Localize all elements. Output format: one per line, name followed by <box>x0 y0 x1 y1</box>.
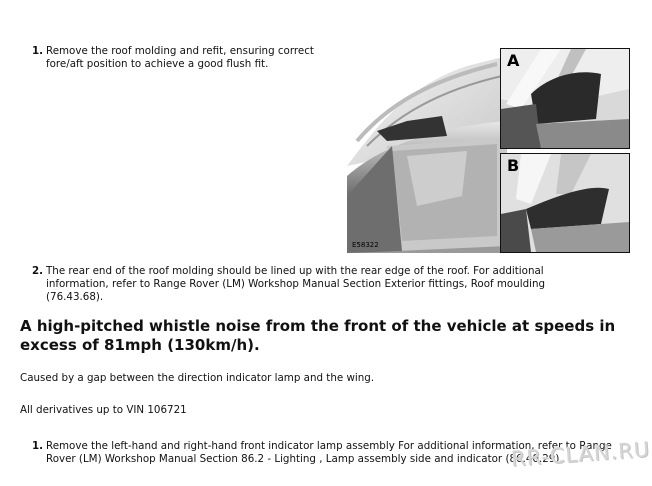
step-2 <box>32 265 602 304</box>
inset-b <box>500 153 630 253</box>
site-watermark: RR-CLAN.RU <box>510 437 651 471</box>
inset-b-label: B <box>507 156 520 175</box>
step-text: Remove the roof molding and refit, ensuring correct fore/aft position to achieve a good flush fit. <box>46 45 314 70</box>
step-number: 2. <box>32 265 44 277</box>
step-number: 1. <box>32 440 44 452</box>
inset-a-photo <box>501 49 629 148</box>
inset-a <box>500 48 630 149</box>
inset-a-label: A <box>507 51 520 70</box>
roof-molding-figure <box>347 46 630 253</box>
step-1 <box>32 45 332 71</box>
figure-code: E58322 <box>352 241 379 249</box>
cause-text: Caused by a gap between the direction indicator lamp and the wing. <box>20 372 375 384</box>
step-text: The rear end of the roof molding should be lined up with the rear edge of the roof. For additional information, refer to Range Rover (LM) Workshop Manual Section Exterior fittings, Roof moulding (76.43.68). <box>46 265 546 303</box>
step-number: 1. <box>32 45 44 57</box>
applicability-text: All derivatives up to VIN 106721 <box>20 404 187 416</box>
inset-b-photo <box>501 154 629 252</box>
section-heading: A high-pitched whistle noise from the front of the vehicle at speeds in excess of 81mph (130km/h). <box>20 317 616 354</box>
step-text: Remove the left-hand and right-hand front indicator lamp assembly For additional information, refer to Range Rover (LM) Workshop Manual Section 86.2 - Lighting , Lamp assembly side and indicator (86.40.29). <box>46 440 612 465</box>
